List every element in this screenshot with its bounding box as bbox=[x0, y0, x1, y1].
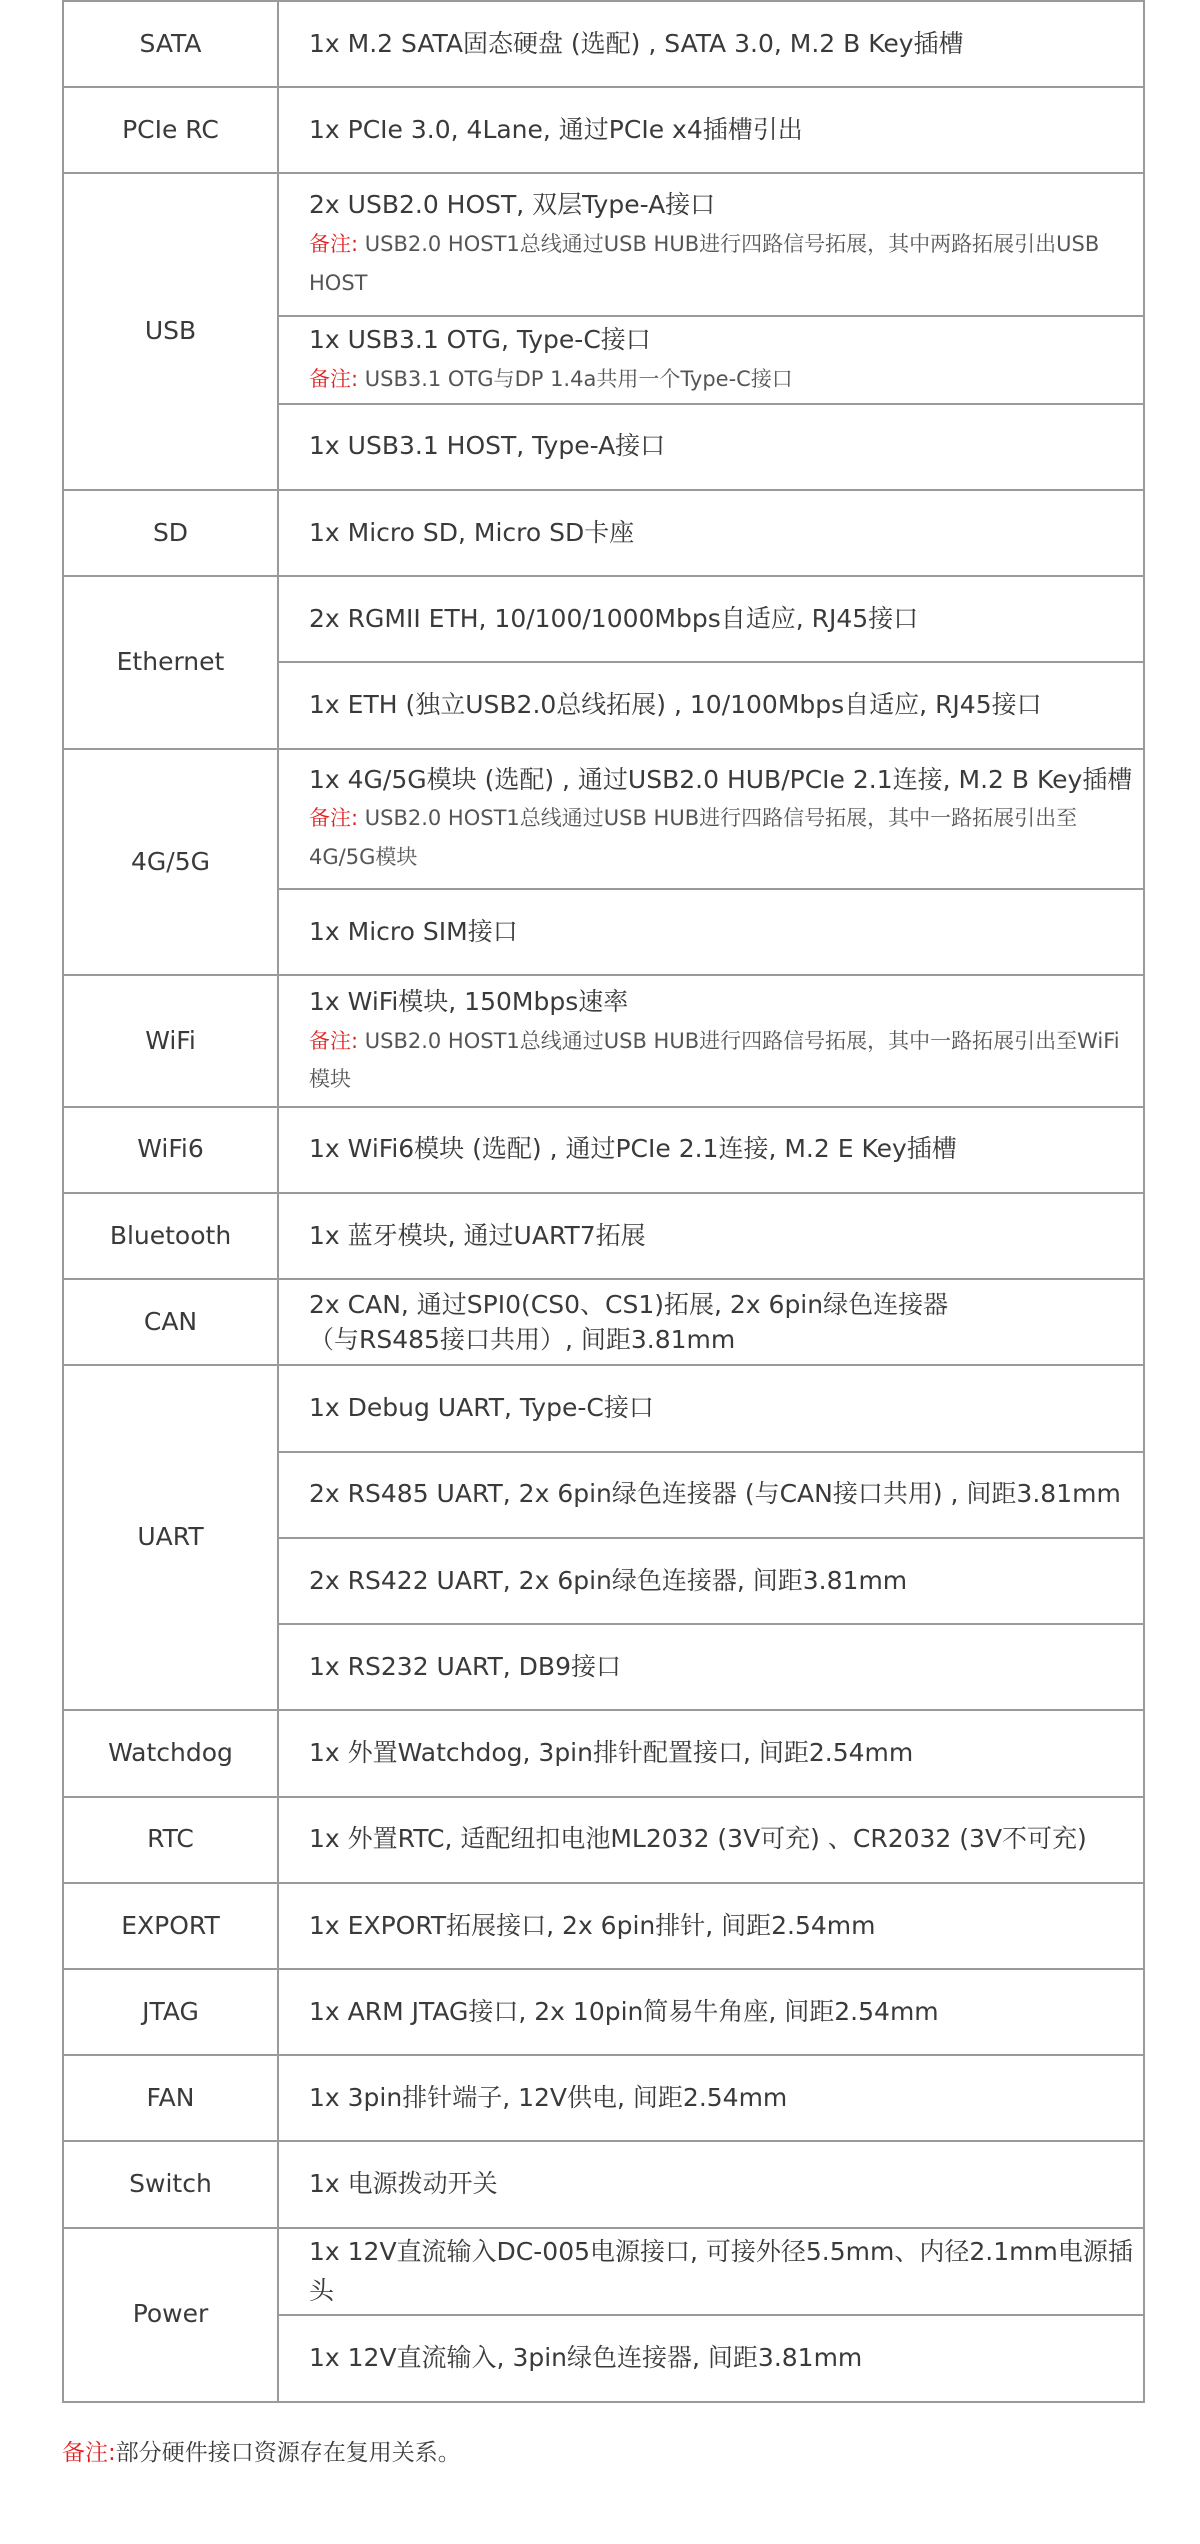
category-cell: Watchdog bbox=[63, 1710, 278, 1796]
spec-cell bbox=[278, 576, 1144, 662]
note-text bbox=[309, 225, 1135, 303]
spec-text: 1x ETH (独立USB2.0总线拓展) , 10/100Mbps自适应, RJ45接口 bbox=[309, 690, 1042, 720]
category-cell: SD bbox=[63, 490, 278, 576]
spec-cell bbox=[278, 1624, 1144, 1710]
table-row bbox=[63, 749, 1144, 889]
category-cell: UART bbox=[63, 1365, 278, 1710]
footer-note bbox=[62, 2434, 461, 2467]
note-body: USB2.0 HOST1总线通过USB HUB进行四路信号拓展，其中一路拓展引出至WiFi模块 bbox=[309, 1028, 1120, 1092]
spec-text: 1x 12V直流输入DC-005电源接口, 可接外径5.5mm、内径2.1mm电源插头 bbox=[309, 2236, 1133, 2305]
table-row bbox=[63, 1193, 1144, 1279]
spec-text: 1x ARM JTAG接口, 2x 10pin简易牛角座, 间距2.54mm bbox=[309, 1996, 939, 2026]
category-cell: CAN bbox=[63, 1279, 278, 1365]
spec-cell bbox=[278, 1, 1144, 87]
category-cell: USB bbox=[63, 173, 278, 489]
note-prefix: 备注: bbox=[309, 806, 359, 831]
spec-text: 1x Micro SIM接口 bbox=[309, 916, 518, 946]
spec-text: 2x RS485 UART, 2x 6pin绿色连接器 (与CAN接口共用) , 间距3.81mm bbox=[309, 1479, 1121, 1509]
category-cell: EXPORT bbox=[63, 1883, 278, 1969]
table-row bbox=[63, 1365, 1144, 1451]
spec-text: 1x 12V直流输入, 3pin绿色连接器, 间距3.81mm bbox=[309, 2343, 863, 2373]
spec-text: 2x CAN, 通过SPI0(CS0、CS1)拓展, 2x 6pin绿色连接器 bbox=[309, 1290, 949, 1320]
spec-text: 1x RS232 UART, DB9接口 bbox=[309, 1651, 621, 1681]
spec-cell bbox=[278, 1797, 1144, 1883]
spec-cell bbox=[278, 889, 1144, 975]
spec-text: 1x Debug UART, Type-C接口 bbox=[309, 1393, 654, 1423]
category-cell: FAN bbox=[63, 2055, 278, 2141]
spec-text: 1x 电源拨动开关 bbox=[309, 2169, 498, 2199]
note-prefix: 备注: bbox=[309, 366, 359, 391]
spec-cell bbox=[278, 2315, 1144, 2402]
spec-cell bbox=[278, 1279, 1144, 1365]
spec-cell bbox=[278, 662, 1144, 748]
spec-text: 1x USB3.1 HOST, Type-A接口 bbox=[309, 431, 666, 461]
table-row bbox=[63, 1, 1144, 87]
table-row bbox=[63, 1710, 1144, 1796]
spec-text: 1x 蓝牙模块, 通过UART7拓展 bbox=[309, 1220, 646, 1250]
spec-text: 1x 外置RTC, 适配纽扣电池ML2032 (3V可充) 、CR2032 (3V不可充) bbox=[309, 1824, 1087, 1854]
spec-text: 2x RGMII ETH, 10/100/1000Mbps自适应, RJ45接口 bbox=[309, 603, 919, 633]
category-cell: WiFi bbox=[63, 975, 278, 1106]
note-prefix: 备注: bbox=[309, 1028, 359, 1053]
spec-text: 1x WiFi6模块 (选配) , 通过PCIe 2.1连接, M.2 E Key插槽 bbox=[309, 1134, 957, 1164]
spec-cell bbox=[278, 2141, 1144, 2227]
note-body: USB3.1 OTG与DP 1.4a共用一个Type-C接口 bbox=[358, 366, 793, 391]
note-text bbox=[309, 799, 1135, 877]
table-row bbox=[63, 1797, 1144, 1883]
note-body: USB2.0 HOST1总线通过USB HUB进行四路信号拓展，其中两路拓展引出USB HOST bbox=[309, 232, 1100, 296]
spec-cell bbox=[278, 87, 1144, 173]
spec-text: 1x 外置Watchdog, 3pin排针配置接口, 间距2.54mm bbox=[309, 1738, 914, 1768]
table-row bbox=[63, 87, 1144, 173]
spec-text: 1x EXPORT拓展接口, 2x 6pin排针, 间距2.54mm bbox=[309, 1910, 876, 1940]
spec-cell bbox=[278, 2055, 1144, 2141]
spec-table-body bbox=[63, 1, 1144, 2402]
table-row bbox=[63, 1107, 1144, 1193]
spec-cell bbox=[278, 1969, 1144, 2055]
spec-cell bbox=[278, 1538, 1144, 1624]
spec-cell bbox=[278, 173, 1144, 315]
table-row bbox=[63, 1969, 1144, 2055]
spec-text: 1x M.2 SATA固态硬盘 (选配) , SATA 3.0, M.2 B Key插槽 bbox=[309, 28, 964, 58]
table-row bbox=[63, 2228, 1144, 2316]
spec-cell bbox=[278, 1710, 1144, 1796]
spec-text: 1x USB3.1 OTG, Type-C接口 bbox=[309, 325, 651, 354]
category-cell: RTC bbox=[63, 1797, 278, 1883]
spec-table bbox=[62, 0, 1145, 2403]
footer-note-body: 部分硬件接口资源存在复用关系。 bbox=[115, 2440, 461, 2466]
table-row bbox=[63, 576, 1144, 662]
spec-cell bbox=[278, 975, 1144, 1106]
spec-cell bbox=[278, 1365, 1144, 1451]
category-cell: Power bbox=[63, 2228, 278, 2402]
category-cell: WiFi6 bbox=[63, 1107, 278, 1193]
spec-text: 1x WiFi模块, 150Mbps速率 bbox=[309, 986, 629, 1016]
table-row bbox=[63, 1883, 1144, 1969]
note-text bbox=[309, 1022, 1135, 1100]
spec-text: 2x USB2.0 HOST, 双层Type-A接口 bbox=[309, 190, 716, 220]
category-cell: Ethernet bbox=[63, 576, 278, 748]
footer-note-prefix: 备注: bbox=[62, 2440, 116, 2466]
table-row bbox=[63, 173, 1144, 315]
spec-text: 1x Micro SD, Micro SD卡座 bbox=[309, 517, 635, 547]
spec-cell bbox=[278, 1452, 1144, 1538]
note-body: USB2.0 HOST1总线通过USB HUB进行四路信号拓展，其中一路拓展引出至4G/5G模块 bbox=[309, 806, 1078, 870]
note-prefix: 备注: bbox=[309, 232, 359, 257]
spec-cell bbox=[278, 404, 1144, 490]
spec-cell bbox=[278, 1107, 1144, 1193]
category-cell: JTAG bbox=[63, 1969, 278, 2055]
category-cell: 4G/5G bbox=[63, 749, 278, 976]
table-row bbox=[63, 1279, 1144, 1365]
table-row bbox=[63, 2055, 1144, 2141]
spec-cell bbox=[278, 2228, 1144, 2316]
table-row bbox=[63, 490, 1144, 576]
category-cell: Switch bbox=[63, 2141, 278, 2227]
spec-text-continued: （与RS485接口共用）, 间距3.81mm bbox=[309, 1325, 736, 1355]
spec-text: 2x RS422 UART, 2x 6pin绿色连接器, 间距3.81mm bbox=[309, 1565, 908, 1595]
spec-cell bbox=[278, 1193, 1144, 1279]
category-cell: PCIe RC bbox=[63, 87, 278, 173]
note-text bbox=[309, 360, 1135, 399]
table-row bbox=[63, 2141, 1144, 2227]
spec-cell bbox=[278, 1883, 1144, 1969]
spec-text: 1x 3pin排针端子, 12V供电, 间距2.54mm bbox=[309, 2082, 788, 2112]
category-cell: SATA bbox=[63, 1, 278, 87]
spec-cell bbox=[278, 316, 1144, 404]
category-cell: Bluetooth bbox=[63, 1193, 278, 1279]
table-row bbox=[63, 975, 1144, 1106]
spec-text: 1x PCIe 3.0, 4Lane, 通过PCIe x4插槽引出 bbox=[309, 114, 803, 144]
spec-text: 1x 4G/5G模块 (选配) , 通过USB2.0 HUB/PCIe 2.1连接, M.2 B Key插槽 bbox=[309, 764, 1133, 794]
spec-cell bbox=[278, 490, 1144, 576]
spec-cell bbox=[278, 749, 1144, 889]
